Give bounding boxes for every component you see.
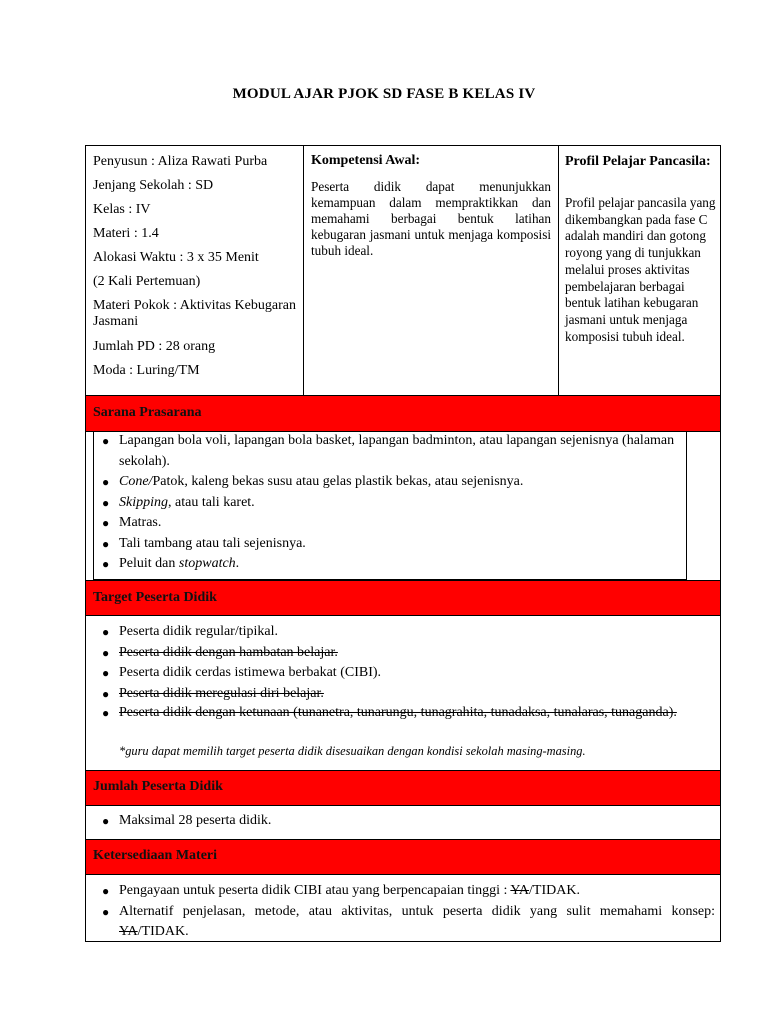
initial-competence-column — [304, 146, 559, 395]
bullet-icon: ● — [102, 884, 110, 898]
pancasila-profile-column — [559, 146, 720, 395]
meetings-line: (2 Kali Pertemuan) — [93, 274, 201, 289]
bullet-icon: ● — [102, 495, 110, 510]
bullet-icon: ● — [102, 645, 110, 660]
bullet-icon: ● — [102, 686, 110, 701]
target-note: *guru dapat memilih target peserta didik disesuaikan dengan kondisi sekolah masing-masing. — [119, 744, 586, 758]
identity-column — [86, 146, 304, 395]
document-title: MODUL AJAR PJOK SD FASE B KELAS IV — [232, 86, 536, 102]
bullet-icon: ● — [102, 904, 110, 919]
mode-line: Moda : Luring/TM — [93, 363, 200, 378]
module-table — [85, 145, 721, 942]
bullet-icon: ● — [102, 814, 110, 828]
material-availability-heading: Ketersediaan Materi — [93, 848, 218, 863]
header-row — [86, 146, 720, 396]
author-line: Penyusun : Aliza Rawati Purba — [93, 154, 268, 169]
list-item: ● Alternatif penjelasan, metode, atau aktivitas, untuk peserta didik yang sulit memahami konsep: YA/TIDAK. — [102, 903, 715, 939]
list-item: ● Matras. — [93, 513, 683, 534]
facilities-heading: Sarana Prasarana — [93, 405, 202, 420]
student-count-heading: Jumlah Peserta Didik — [93, 779, 223, 794]
target-list — [93, 622, 715, 722]
bullet-icon: ● — [102, 475, 110, 489]
pancasila-profile-text: Profil pelajar pancasila yang dikembangkan pada fase C adalah mandiri dan gotong royong yang di tunjukkan melalui proses aktivitas pembelajaran berbagai bentuk latihan kebugaran jasmani untuk menjaga komposisi tubuh ideal. — [565, 195, 716, 344]
list-item: ● Skipping, atau tali karet. — [93, 493, 683, 514]
list-item: ● Cone/Patok, kaleng bekas susu atau gelas plastik bekas, atau sejenisnya. — [93, 472, 683, 493]
list-item: ● Peserta didik dengan ketunaan (tunanetra, tunarungu, tunagrahita, tunadaksa, tunalaras, tunaganda). — [102, 705, 677, 720]
bullet-icon: ● — [102, 557, 110, 571]
target-heading: Target Peserta Didik — [93, 590, 217, 605]
bullet-icon: ● — [102, 625, 110, 639]
initial-competence-heading: Kompetensi Awal: — [311, 153, 421, 168]
bullet-icon: ● — [102, 666, 110, 680]
pancasila-profile-heading: Profil Pelajar Pancasila: — [565, 154, 711, 169]
initial-competence-text: Peserta didik dapat menunjukkan kemampuan dalam mempraktikkan dan memahami berbagai bentuk latihan kebugaran jasmani untuk menjaga komposisi tubuh ideal. — [311, 179, 551, 258]
list-item: ● Pengayaan untuk peserta didik CIBI atau yang berpencapaian tinggi : YA/TIDAK. — [93, 881, 715, 902]
main-material-line: Materi Pokok : Aktivitas Kebugaran Jasmani — [93, 298, 296, 329]
list-item: ● Peserta didik regular/tipikal. — [93, 622, 715, 643]
school-level-line: Jenjang Sekolah : SD — [93, 178, 214, 193]
list-item: ● Tali tambang atau tali sejenisnya. — [93, 534, 683, 555]
section-bar-material-availability — [86, 839, 720, 875]
list-item: ● Peserta didik cerdas istimewa berbakat (CIBI). — [93, 663, 715, 684]
material-line: Materi : 1.4 — [93, 226, 159, 241]
section-bar-student-count — [86, 770, 720, 806]
class-line: Kelas : IV — [93, 202, 151, 217]
bullet-icon: ● — [102, 706, 110, 720]
bullet-icon: ● — [102, 434, 110, 448]
time-allocation-line: Alokasi Waktu : 3 x 35 Menit — [93, 250, 259, 265]
bullet-icon: ● — [102, 536, 110, 551]
list-item: ● Peluit dan stopwatch. — [93, 554, 683, 575]
list-item: ● Lapangan bola voli, lapangan bola basket, lapangan badminton, atau lapangan sejenisnya (halaman sekolah). — [102, 433, 675, 469]
material-availability-list — [93, 881, 715, 943]
student-count-line: Jumlah PD : 28 orang — [93, 339, 216, 354]
list-item: ● Maksimal 28 peserta didik. — [93, 811, 715, 832]
list-item: ● Peserta didik dengan hambatan belajar. — [93, 643, 715, 664]
facilities-list — [93, 431, 683, 575]
section-bar-target — [86, 580, 720, 616]
section-bar-facilities — [86, 395, 720, 432]
student-count-list — [93, 811, 715, 832]
bullet-icon: ● — [102, 516, 110, 530]
list-item: ● Peserta didik meregulasi diri belajar. — [93, 684, 715, 705]
